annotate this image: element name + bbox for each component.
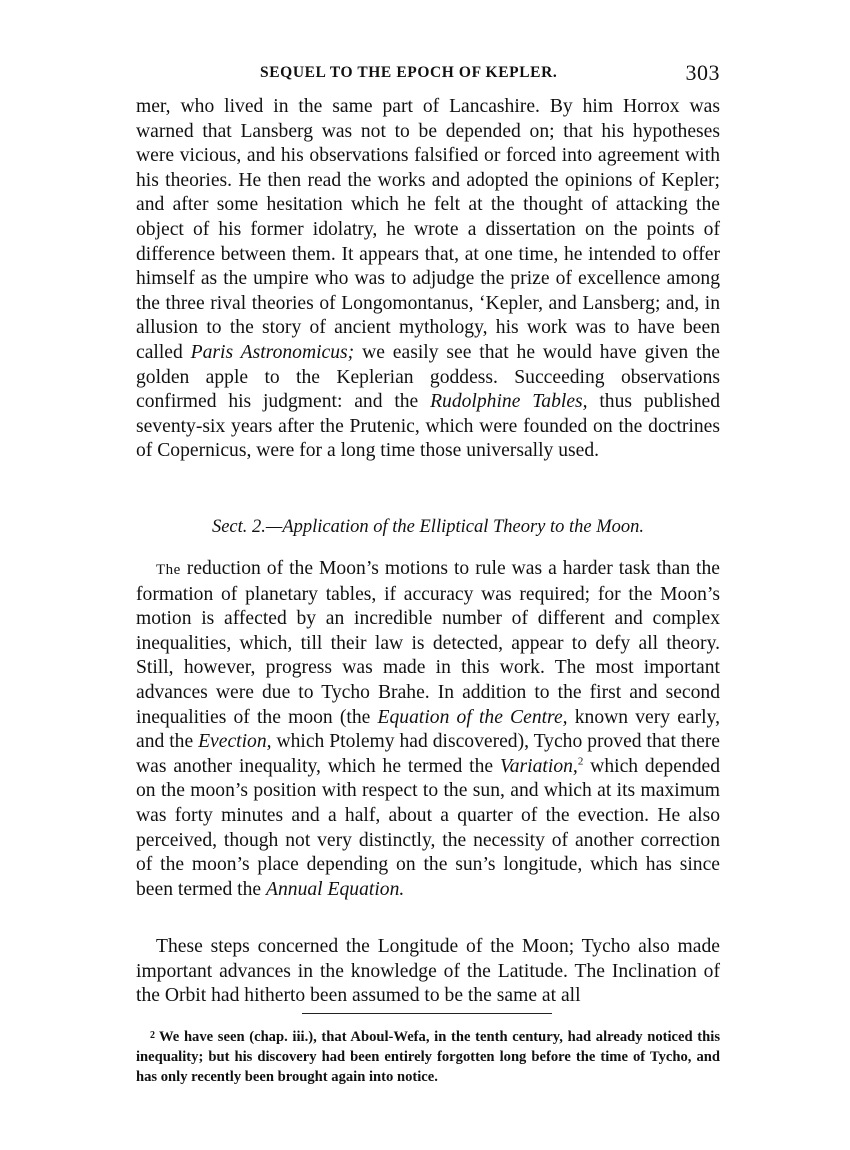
running-title: SEQUEL TO THE EPOCH OF KEPLER. [260, 64, 558, 81]
para2-text-1: reduction of the Moon’s motions to rule was a harder task than the formation of planetary tables, if accuracy was required; for the Moon’s motion is affected by an incredible number of different and complex inequalities, which, till their law is detected, appear to defy all theory. Still, however, progress was made in this work. The most important advances were due to Tycho Brahe. In addition to the first and second inequalities of the moon (the [136, 558, 720, 728]
running-head [136, 60, 720, 86]
para2-text-4: which depended on the moon’s position with respect to the sun, and which at its maximum was forty minutes and a half, about a quarter of the evection. He also perceived, though not very distinctly, the necessity of another correction of the moon’s place depending on the sun’s longitude, which has since been termed the [136, 755, 720, 900]
para1-text-1: mer, who lived in the same part of Lancashire. By him Horrox was warned that Lansberg was not to be depended on; that his hypotheses were vicious, and his observations falsified or forced into agreement with his theories. He then read the works and adopted the opinions of Kepler; and after some hesitation which he felt at the thought of attacking the object of his former idolatry, he wrote a dissertation on the points of difference between them. It appears that, at one time, he intended to offer himself as the umpire who was to adjudge the prize of excellence among the three rival theories of Longomontanus, ‘Kepler, and Lansberg; and, in allusion to the story of ancient mythology, his work was to have been called [136, 96, 720, 363]
para2-text-2: known very early, and the [136, 706, 721, 753]
page-number: 303 [685, 60, 720, 85]
footnote [136, 1026, 720, 1087]
paragraph-moon-motions [136, 557, 720, 902]
para2-italic-evection: Evection, [198, 731, 272, 753]
footnote-mark: 2 [150, 1030, 155, 1041]
footnote-text: We have seen (chap. iii.), that Aboul-Wefa, in the tenth century, had already noticed this inequality; but his discovery had been entirely forgotten long before the time of Tycho, and has only recently been brought again into notice. [136, 1029, 720, 1085]
para1-text-2: we easily see that he would have given the golden apple to the Keplerian goddess. Succeeding observations confirmed his judgment: and the [136, 341, 720, 413]
para2-italic-equation-centre: Equation of the Centre, [377, 706, 568, 728]
para1-text-3: thus published seventy-six years after the Prutenic, which were founded on the doctrines of Copernicus, were for a long time those universally used. [136, 391, 721, 462]
footnote-divider [302, 1013, 552, 1014]
para2-italic-annual-equation: Annual Equation. [266, 878, 405, 900]
paragraph-horrox-kepler [136, 95, 720, 464]
para1-italic-rudolphine-tables: Rudolphine Tables, [430, 391, 588, 413]
para2-small-caps: The [156, 562, 181, 578]
para2-text-3: which Ptolemy had discovered), Tycho proved that there was another inequality, which he termed the [136, 731, 720, 777]
para1-italic-paris-astronomicus: Paris Astronomicus; [190, 341, 355, 363]
footnote-reference: 2 [577, 755, 584, 768]
paragraph-latitude: These steps concerned the Longitude of the Moon; Tycho also made important advances in the knowledge of the Latitude. The Inclination of the Orbit had hitherto been assumed to be the same at all [136, 936, 720, 1007]
para2-italic-variation: Variation, [499, 755, 578, 777]
section-heading: Sect. 2.—Application of the Elliptical Theory to the Moon. [211, 517, 645, 537]
